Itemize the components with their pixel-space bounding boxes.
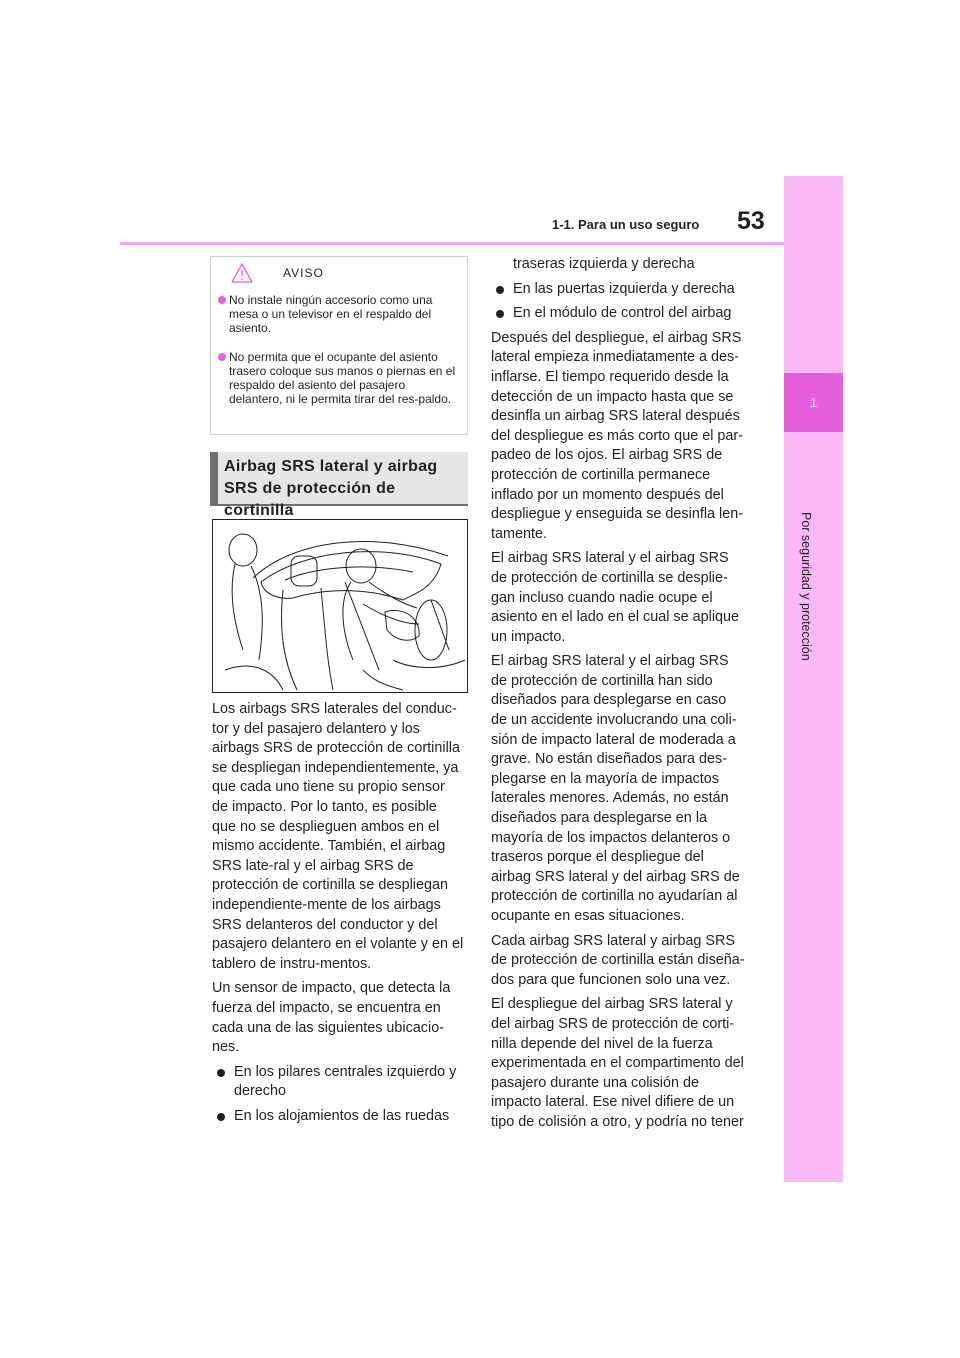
body-paragraph: El despliegue del airbag SRS lateral y del airbag SRS de protección de corti-nilla depende del nivel de la fuerza experimentada en el compartimento del pasajero durante una colisión de impacto lateral. Ese nivel difiere de un tipo de colisión a otro, y podría no tener bbox=[491, 996, 744, 1130]
warning-item bbox=[215, 350, 459, 406]
body-paragraph: El airbag SRS lateral y el airbag SRS de protección de cortinilla se desplie-gan incluso cuando nadie ocupe el asiento en el lado en el cual se aplique un impacto. bbox=[491, 550, 740, 645]
running-header-title: 1-1. Para un uso seguro bbox=[552, 217, 700, 232]
bullet-dot bbox=[218, 353, 226, 361]
chapter-number-tab bbox=[784, 373, 843, 432]
warning-triangle-icon bbox=[231, 263, 253, 283]
body-paragraph: Los airbags SRS laterales del conduc-tor y del pasajero delantero y los airbags SRS de protección de cortinilla se despliegan independientemente, ya que cada uno tiene su propio sensor de impacto. Por lo tanto, es posible que no se desplieguen ambos en el mismo accidente. También, el airbag SRS late-ral y el airbag SRS de protección de cortinilla se despliegan independiente-mente de los airbags SRS delanteros del conductor y del pasajero delantero en el volante y en el tablero de instru-mentos. bbox=[212, 701, 464, 972]
body-paragraph: El airbag SRS lateral y el airbag SRS de protección de cortinilla han sido diseñados para desplegarse en caso de un accidente involucrando una coli-sión de impacto lateral de moderada a grave. No están diseñados para des-plegarse en la mayoría de impactos laterales menores. Además, no están diseñados para desplegarse en la mayoría de los impactos delanteros o traseros porque el despliegue del airbag SRS lateral y del airbag SRS de protección de cortinilla no ayudarían al ocupante en esas situaciones. bbox=[491, 653, 740, 924]
warning-title: AVISO bbox=[283, 266, 324, 280]
warning-item-text: No instale ningún accesorio como una mesa o un televisor en el respaldo del asiento. bbox=[229, 293, 433, 335]
bullet-continuation: traseras izquierda y derecha bbox=[513, 256, 695, 272]
right-text-column bbox=[491, 255, 745, 1138]
warning-item-text: No permita que el ocupante del asiento trasero coloque sus manos o piernas en el respaldo del asiento del pasajero delantero, ni le permita tirar del res-paldo. bbox=[229, 350, 456, 406]
header-rule bbox=[120, 242, 784, 245]
chapter-side-tab bbox=[784, 176, 843, 1182]
bullet-item: En el módulo de control del airbag bbox=[491, 304, 745, 324]
warning-header bbox=[231, 263, 324, 283]
warning-box bbox=[210, 256, 468, 435]
page-number: 53 bbox=[737, 207, 765, 235]
chapter-number: 1 bbox=[809, 395, 818, 410]
side-curtain-airbag-drawing bbox=[213, 520, 467, 692]
section-title: Airbag SRS lateral y airbag SRS de protección de cortinilla bbox=[224, 458, 438, 519]
bullet-item: En los pilares centrales izquierdo y derecho bbox=[212, 1063, 464, 1102]
section-heading-bar bbox=[210, 452, 218, 505]
airbag-illustration bbox=[212, 519, 468, 693]
warning-item bbox=[215, 293, 459, 335]
bullet-item: En las puertas izquierda y derecha bbox=[491, 280, 745, 300]
body-paragraph: Cada airbag SRS lateral y airbag SRS de protección de cortinilla están diseña-dos para que funcionen solo una vez. bbox=[491, 932, 745, 988]
body-paragraph: Después del despliegue, el airbag SRS lateral empieza inmediatamente a des-inflarse. El tiempo requerido desde la detección de un impacto hasta que se desinfla un airbag SRS lateral después del despliegue es más corto que el par-padeo de los ojos. El airbag SRS de protección de cortinilla permanece inflado por un momento después del despliegue y enseguida se desinfla len-tamente. bbox=[491, 329, 744, 542]
bullet-dot bbox=[218, 296, 226, 304]
chapter-label: Por seguridad y protección bbox=[799, 512, 813, 661]
body-paragraph: Un sensor de impacto, que detecta la fuerza del impacto, se encuentra en cada una de las siguientes ubicacio-nes. bbox=[212, 980, 451, 1056]
bullet-item: En los alojamientos de las ruedas bbox=[212, 1107, 464, 1127]
left-text-column bbox=[212, 700, 464, 1131]
